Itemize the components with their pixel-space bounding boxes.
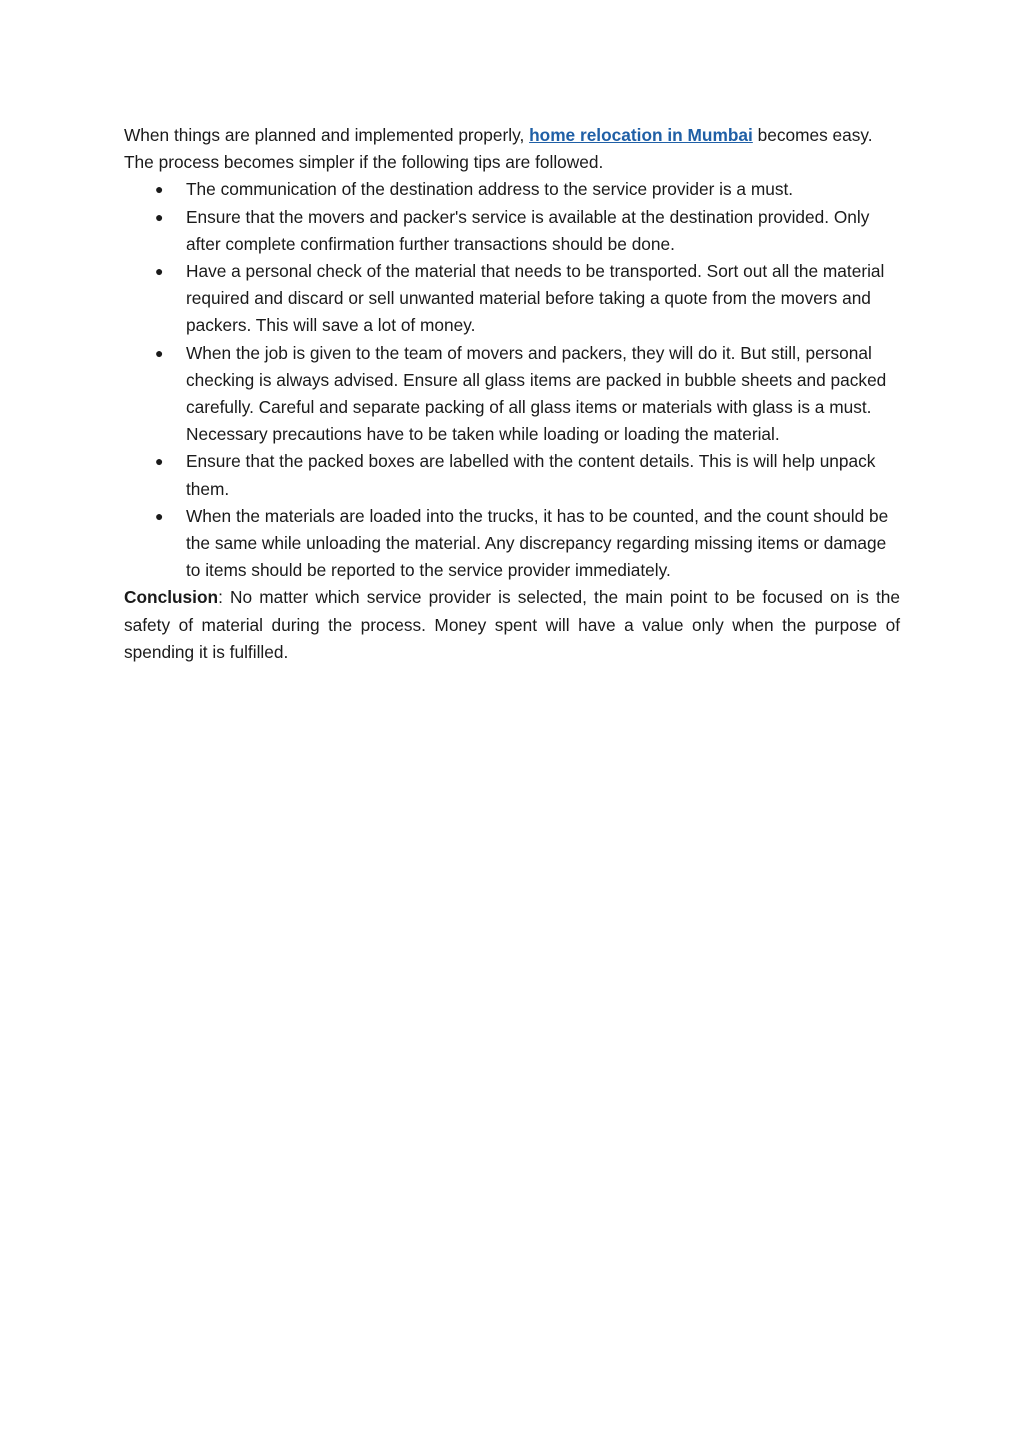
home-relocation-link[interactable]: home relocation in Mumbai bbox=[529, 125, 753, 145]
list-item-text: When the job is given to the team of movers and packers, they will do it. But still, personal checking is always advised. Ensure all glass items are packed in bubble sheets and packed carefully. Careful and separate packing of all glass items or materials with glass is a must. Necessary precautions have to be taken while loading or loading the material. bbox=[186, 342, 887, 445]
document-page bbox=[124, 122, 900, 666]
list-item bbox=[155, 503, 900, 585]
tips-list bbox=[124, 176, 900, 584]
conclusion-paragraph bbox=[124, 584, 900, 666]
list-item bbox=[155, 204, 900, 258]
bullet-icon: ● bbox=[155, 453, 164, 470]
intro-text-after: becomes easy. The process becomes simpler if the following tips are followed. bbox=[124, 125, 873, 173]
bullet-icon: ● bbox=[155, 507, 164, 524]
list-item bbox=[155, 176, 900, 203]
list-item-text: The communication of the destination address to the service provider is a must. bbox=[186, 179, 794, 200]
list-item bbox=[155, 340, 900, 449]
conclusion-label: Conclusion bbox=[124, 587, 219, 608]
intro-text-before: When things are planned and implemented properly, bbox=[124, 125, 530, 145]
list-item-text: When the materials are loaded into the trucks, it has to be counted, and the count should be the same while unloading the material. Any discrepancy regarding missing items or damage to items should be reported to the service provider immediately. bbox=[186, 505, 889, 581]
list-item bbox=[155, 448, 900, 502]
bullet-icon: ● bbox=[155, 208, 164, 225]
list-item-text: Have a personal check of the material that needs to be transported. Sort out all the material required and discard or sell unwanted material before taking a quote from the movers and packers. This will save a lot of money. bbox=[186, 261, 885, 336]
intro-paragraph bbox=[124, 122, 900, 176]
bullet-icon: ● bbox=[155, 344, 164, 361]
list-item-text: Ensure that the packed boxes are labelled with the content details. This is will help unpack them. bbox=[186, 451, 876, 499]
conclusion-text: : No matter which service provider is selected, the main point to be focused on is the safety of material during the process. Money spent will have a value only when the purpose of spending it is fulfilled. bbox=[124, 587, 900, 662]
bullet-icon: ● bbox=[155, 181, 164, 198]
list-item bbox=[155, 258, 900, 340]
list-item-text: Ensure that the movers and packer's service is available at the destination provided. Only after complete confirmation further transactions should be done. bbox=[186, 206, 870, 254]
bullet-icon: ● bbox=[155, 263, 164, 280]
